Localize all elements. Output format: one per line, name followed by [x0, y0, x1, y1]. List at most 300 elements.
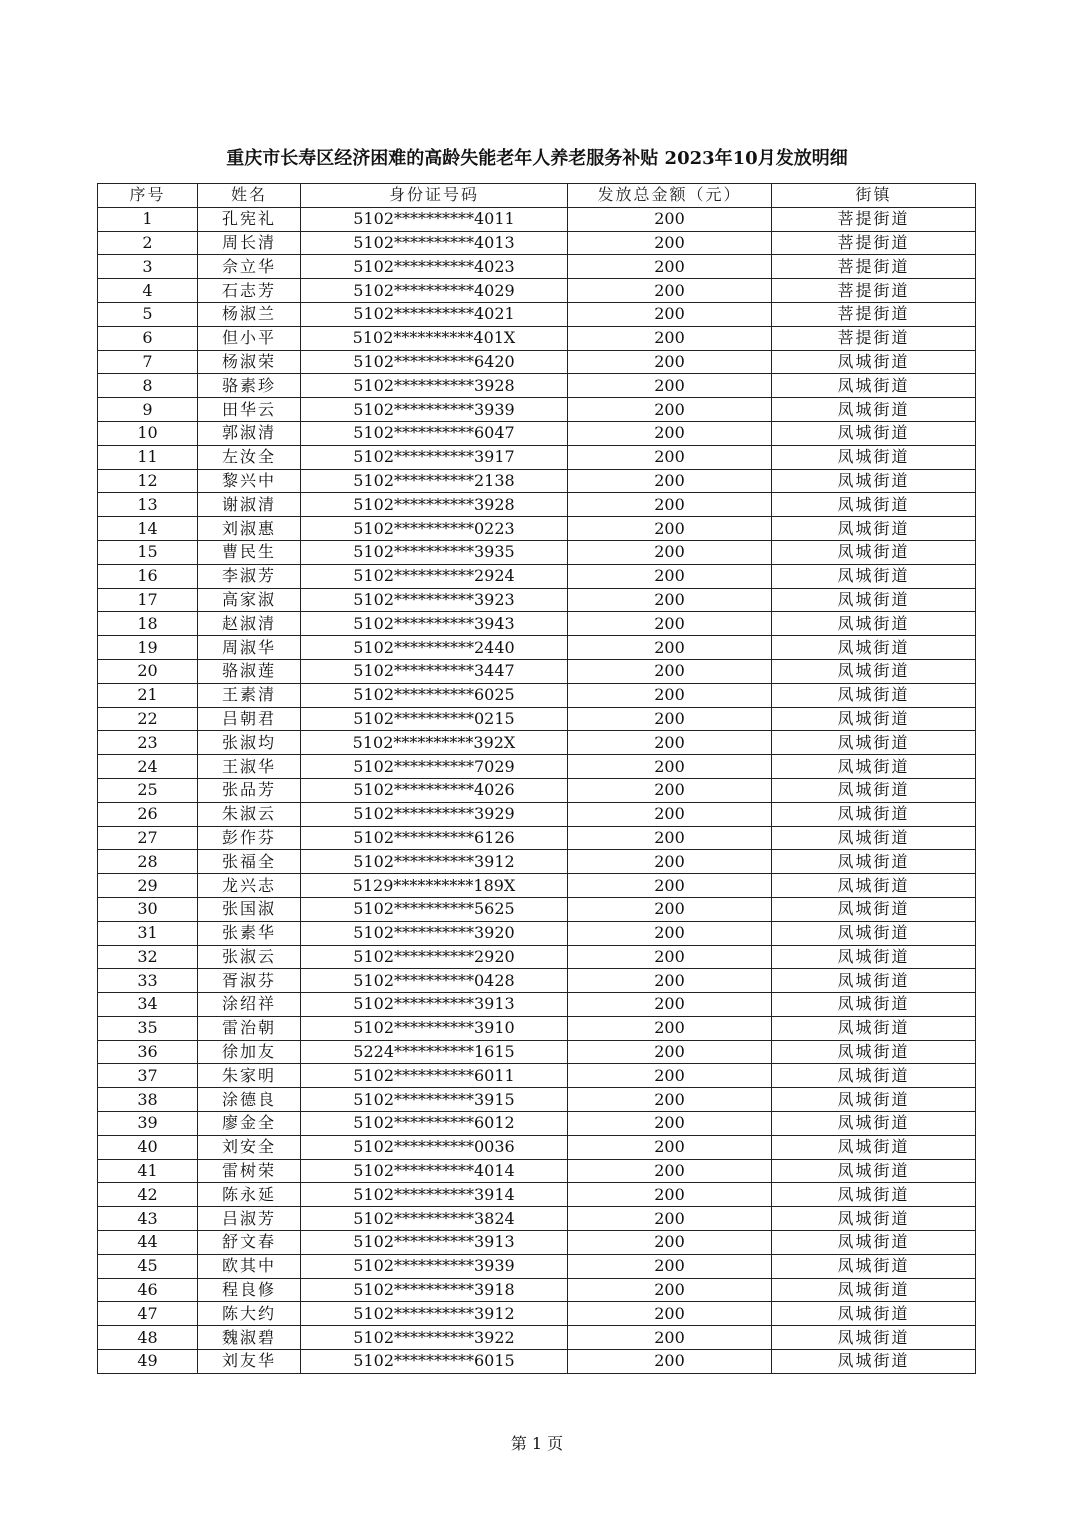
page-number: 第 1 页 [510, 1434, 564, 1453]
table-row [98, 445, 976, 469]
seq-cell: 44 [98, 1231, 198, 1255]
id-number-cell: 5102**********7029 [301, 755, 568, 779]
name-cell: 雷树荣 [198, 1159, 301, 1183]
id-number-cell: 5102**********3935 [301, 540, 568, 564]
street-cell: 菩提街道 [772, 231, 976, 255]
seq-cell: 33 [98, 969, 198, 993]
id-number-cell: 5102**********3939 [301, 398, 568, 422]
seq-cell: 41 [98, 1159, 198, 1183]
name-cell: 杨淑荣 [198, 350, 301, 374]
table-row [98, 517, 976, 541]
table-row [98, 969, 976, 993]
name-cell: 朱淑云 [198, 802, 301, 826]
table-row [98, 279, 976, 303]
id-number-cell: 5102**********3914 [301, 1183, 568, 1207]
street-cell: 菩提街道 [772, 302, 976, 326]
id-number-cell: 5102**********0428 [301, 969, 568, 993]
seq-cell: 19 [98, 636, 198, 660]
amount-cell: 200 [568, 469, 772, 493]
seq-cell: 17 [98, 588, 198, 612]
amount-cell: 200 [568, 945, 772, 969]
id-number-cell: 5102**********3913 [301, 1231, 568, 1255]
seq-cell: 10 [98, 421, 198, 445]
name-cell: 陈大约 [198, 1302, 301, 1326]
id-number-cell: 5102**********4026 [301, 778, 568, 802]
name-cell: 王淑华 [198, 755, 301, 779]
amount-cell: 200 [568, 231, 772, 255]
seq-cell: 42 [98, 1183, 198, 1207]
amount-cell: 200 [568, 1135, 772, 1159]
name-cell: 王素清 [198, 683, 301, 707]
name-cell: 左汝全 [198, 445, 301, 469]
table-row [98, 350, 976, 374]
seq-cell: 35 [98, 1016, 198, 1040]
seq-cell: 8 [98, 374, 198, 398]
table-row [98, 802, 976, 826]
amount-cell: 200 [568, 445, 772, 469]
street-cell: 凤城街道 [772, 1207, 976, 1231]
name-cell: 曹民生 [198, 540, 301, 564]
name-cell: 田华云 [198, 398, 301, 422]
seq-cell: 2 [98, 231, 198, 255]
table-row [98, 374, 976, 398]
name-cell: 刘淑惠 [198, 517, 301, 541]
name-cell: 涂绍祥 [198, 993, 301, 1017]
name-cell: 张淑云 [198, 945, 301, 969]
table-row [98, 636, 976, 660]
table-row [98, 755, 976, 779]
amount-cell: 200 [568, 1016, 772, 1040]
table-row [98, 469, 976, 493]
table-body [98, 207, 976, 1373]
table-row [98, 921, 976, 945]
id-number-cell: 5102**********2924 [301, 564, 568, 588]
seq-cell: 18 [98, 612, 198, 636]
id-number-cell: 5102**********6025 [301, 683, 568, 707]
id-number-cell: 5102**********3922 [301, 1326, 568, 1350]
table-row [98, 1254, 976, 1278]
amount-cell: 200 [568, 1207, 772, 1231]
id-number-cell: 5102**********0223 [301, 517, 568, 541]
street-cell: 凤城街道 [772, 1183, 976, 1207]
seq-cell: 16 [98, 564, 198, 588]
name-cell: 雷治朝 [198, 1016, 301, 1040]
header-id-number: 身份证号码 [301, 184, 568, 208]
id-number-cell: 5102**********3928 [301, 493, 568, 517]
id-number-cell: 5102**********3447 [301, 659, 568, 683]
name-cell: 但小平 [198, 326, 301, 350]
street-cell: 凤城街道 [772, 1326, 976, 1350]
seq-cell: 7 [98, 350, 198, 374]
seq-cell: 3 [98, 255, 198, 279]
id-number-cell: 5102**********3915 [301, 1088, 568, 1112]
table-row [98, 231, 976, 255]
seq-cell: 21 [98, 683, 198, 707]
amount-cell: 200 [568, 1088, 772, 1112]
amount-cell: 200 [568, 755, 772, 779]
table-row [98, 326, 976, 350]
id-number-cell: 5102**********4014 [301, 1159, 568, 1183]
name-cell: 张福全 [198, 850, 301, 874]
id-number-cell: 5102**********3910 [301, 1016, 568, 1040]
id-number-cell: 5224**********1615 [301, 1040, 568, 1064]
street-cell: 凤城街道 [772, 421, 976, 445]
seq-cell: 27 [98, 826, 198, 850]
street-cell: 凤城街道 [772, 1254, 976, 1278]
table-row [98, 993, 976, 1017]
table-row [98, 302, 976, 326]
amount-cell: 200 [568, 588, 772, 612]
name-cell: 彭作芬 [198, 826, 301, 850]
id-number-cell: 5102**********401X [301, 326, 568, 350]
seq-cell: 28 [98, 850, 198, 874]
table-row [98, 1302, 976, 1326]
street-cell: 凤城街道 [772, 1350, 976, 1374]
street-cell: 凤城街道 [772, 540, 976, 564]
header-amount: 发放总金额（元） [568, 184, 772, 208]
seq-cell: 4 [98, 279, 198, 303]
amount-cell: 200 [568, 707, 772, 731]
seq-cell: 31 [98, 921, 198, 945]
name-cell: 张素华 [198, 921, 301, 945]
amount-cell: 200 [568, 350, 772, 374]
amount-cell: 200 [568, 1302, 772, 1326]
amount-cell: 200 [568, 302, 772, 326]
id-number-cell: 5102**********3913 [301, 993, 568, 1017]
seq-cell: 6 [98, 326, 198, 350]
id-number-cell: 5102**********3824 [301, 1207, 568, 1231]
amount-cell: 200 [568, 1278, 772, 1302]
name-cell: 刘安全 [198, 1135, 301, 1159]
amount-cell: 200 [568, 1159, 772, 1183]
amount-cell: 200 [568, 1350, 772, 1374]
seq-cell: 22 [98, 707, 198, 731]
amount-cell: 200 [568, 279, 772, 303]
street-cell: 凤城街道 [772, 897, 976, 921]
table-row [98, 1231, 976, 1255]
table-row [98, 1088, 976, 1112]
street-cell: 凤城街道 [772, 993, 976, 1017]
table-row [98, 1278, 976, 1302]
amount-cell: 200 [568, 517, 772, 541]
name-cell: 孔宪礼 [198, 207, 301, 231]
table-row [98, 1112, 976, 1136]
street-cell: 凤城街道 [772, 445, 976, 469]
id-number-cell: 5102**********6420 [301, 350, 568, 374]
name-cell: 石志芳 [198, 279, 301, 303]
street-cell: 凤城街道 [772, 731, 976, 755]
id-number-cell: 5102**********4013 [301, 231, 568, 255]
id-number-cell: 5102**********392X [301, 731, 568, 755]
street-cell: 凤城街道 [772, 1159, 976, 1183]
seq-cell: 11 [98, 445, 198, 469]
table-row [98, 1350, 976, 1374]
street-cell: 凤城街道 [772, 755, 976, 779]
table-row [98, 1040, 976, 1064]
seq-cell: 14 [98, 517, 198, 541]
name-cell: 程良修 [198, 1278, 301, 1302]
amount-cell: 200 [568, 1326, 772, 1350]
header-name: 姓名 [198, 184, 301, 208]
amount-cell: 200 [568, 731, 772, 755]
name-cell: 李淑芳 [198, 564, 301, 588]
header-street: 街镇 [772, 184, 976, 208]
amount-cell: 200 [568, 612, 772, 636]
street-cell: 凤城街道 [772, 778, 976, 802]
amount-cell: 200 [568, 540, 772, 564]
table-row [98, 1135, 976, 1159]
seq-cell: 23 [98, 731, 198, 755]
seq-cell: 24 [98, 755, 198, 779]
street-cell: 凤城街道 [772, 850, 976, 874]
id-number-cell: 5102**********2138 [301, 469, 568, 493]
amount-cell: 200 [568, 1112, 772, 1136]
name-cell: 张国淑 [198, 897, 301, 921]
street-cell: 凤城街道 [772, 1135, 976, 1159]
street-cell: 凤城街道 [772, 659, 976, 683]
table-row [98, 588, 976, 612]
id-number-cell: 5102**********4023 [301, 255, 568, 279]
street-cell: 凤城街道 [772, 802, 976, 826]
id-number-cell: 5102**********3943 [301, 612, 568, 636]
id-number-cell: 5102**********3928 [301, 374, 568, 398]
name-cell: 刘友华 [198, 1350, 301, 1374]
table-row [98, 659, 976, 683]
id-number-cell: 5102**********3939 [301, 1254, 568, 1278]
name-cell: 舒文春 [198, 1231, 301, 1255]
amount-cell: 200 [568, 850, 772, 874]
seq-cell: 47 [98, 1302, 198, 1326]
name-cell: 周淑华 [198, 636, 301, 660]
street-cell: 凤城街道 [772, 564, 976, 588]
id-number-cell: 5102**********6047 [301, 421, 568, 445]
street-cell: 凤城街道 [772, 517, 976, 541]
id-number-cell: 5102**********6126 [301, 826, 568, 850]
amount-cell: 200 [568, 1064, 772, 1088]
table-row [98, 778, 976, 802]
name-cell: 张品芳 [198, 778, 301, 802]
seq-cell: 38 [98, 1088, 198, 1112]
seq-cell: 20 [98, 659, 198, 683]
name-cell: 郭淑清 [198, 421, 301, 445]
amount-cell: 200 [568, 1040, 772, 1064]
name-cell: 涂德良 [198, 1088, 301, 1112]
id-number-cell: 5102**********6011 [301, 1064, 568, 1088]
amount-cell: 200 [568, 1254, 772, 1278]
seq-cell: 34 [98, 993, 198, 1017]
seq-cell: 45 [98, 1254, 198, 1278]
id-number-cell: 5102**********3923 [301, 588, 568, 612]
street-cell: 凤城街道 [772, 969, 976, 993]
seq-cell: 15 [98, 540, 198, 564]
seq-cell: 32 [98, 945, 198, 969]
street-cell: 凤城街道 [772, 374, 976, 398]
table-row [98, 421, 976, 445]
seq-cell: 12 [98, 469, 198, 493]
name-cell: 高家淑 [198, 588, 301, 612]
amount-cell: 200 [568, 207, 772, 231]
street-cell: 凤城街道 [772, 1088, 976, 1112]
street-cell: 凤城街道 [772, 707, 976, 731]
seq-cell: 25 [98, 778, 198, 802]
amount-cell: 200 [568, 326, 772, 350]
table-row [98, 1064, 976, 1088]
street-cell: 凤城街道 [772, 683, 976, 707]
table-row [98, 1016, 976, 1040]
seq-cell: 30 [98, 897, 198, 921]
amount-cell: 200 [568, 778, 772, 802]
id-number-cell: 5102**********2440 [301, 636, 568, 660]
amount-cell: 200 [568, 659, 772, 683]
street-cell: 菩提街道 [772, 326, 976, 350]
name-cell: 陈永延 [198, 1183, 301, 1207]
table-row [98, 207, 976, 231]
table-row [98, 540, 976, 564]
name-cell: 魏淑碧 [198, 1326, 301, 1350]
amount-cell: 200 [568, 374, 772, 398]
name-cell: 廖金全 [198, 1112, 301, 1136]
street-cell: 凤城街道 [772, 1231, 976, 1255]
name-cell: 吕淑芳 [198, 1207, 301, 1231]
amount-cell: 200 [568, 1231, 772, 1255]
subsidy-table [97, 183, 976, 1374]
amount-cell: 200 [568, 969, 772, 993]
id-number-cell: 5102**********3912 [301, 850, 568, 874]
amount-cell: 200 [568, 421, 772, 445]
table-row [98, 493, 976, 517]
seq-cell: 49 [98, 1350, 198, 1374]
name-cell: 龙兴志 [198, 874, 301, 898]
seq-cell: 36 [98, 1040, 198, 1064]
street-cell: 菩提街道 [772, 207, 976, 231]
name-cell: 骆淑莲 [198, 659, 301, 683]
table-row [98, 731, 976, 755]
seq-cell: 1 [98, 207, 198, 231]
name-cell: 骆素珍 [198, 374, 301, 398]
id-number-cell: 5102**********3920 [301, 921, 568, 945]
table-row [98, 683, 976, 707]
amount-cell: 200 [568, 493, 772, 517]
id-number-cell: 5102**********2920 [301, 945, 568, 969]
table-row [98, 564, 976, 588]
table-row [98, 874, 976, 898]
amount-cell: 200 [568, 826, 772, 850]
name-cell: 张淑均 [198, 731, 301, 755]
street-cell: 凤城街道 [772, 493, 976, 517]
table-row [98, 1326, 976, 1350]
seq-cell: 26 [98, 802, 198, 826]
amount-cell: 200 [568, 874, 772, 898]
header-seq: 序号 [98, 184, 198, 208]
street-cell: 凤城街道 [772, 612, 976, 636]
seq-cell: 5 [98, 302, 198, 326]
name-cell: 周长清 [198, 231, 301, 255]
id-number-cell: 5102**********3917 [301, 445, 568, 469]
street-cell: 菩提街道 [772, 255, 976, 279]
amount-cell: 200 [568, 897, 772, 921]
page-title: 重庆市长寿区经济困难的高龄失能老年人养老服务补贴 2023年10月发放明细 [226, 148, 848, 169]
amount-cell: 200 [568, 993, 772, 1017]
id-number-cell: 5102**********0036 [301, 1135, 568, 1159]
amount-cell: 200 [568, 683, 772, 707]
id-number-cell: 5102**********3929 [301, 802, 568, 826]
id-number-cell: 5102**********4029 [301, 279, 568, 303]
table-row [98, 826, 976, 850]
street-cell: 凤城街道 [772, 1064, 976, 1088]
name-cell: 佘立华 [198, 255, 301, 279]
amount-cell: 200 [568, 802, 772, 826]
table-row [98, 398, 976, 422]
id-number-cell: 5102**********5625 [301, 897, 568, 921]
name-cell: 朱家明 [198, 1064, 301, 1088]
name-cell: 杨淑兰 [198, 302, 301, 326]
table-row [98, 707, 976, 731]
street-cell: 菩提街道 [772, 279, 976, 303]
table-row [98, 1183, 976, 1207]
id-number-cell: 5102**********4021 [301, 302, 568, 326]
table-row [98, 1159, 976, 1183]
seq-cell: 29 [98, 874, 198, 898]
street-cell: 凤城街道 [772, 1302, 976, 1326]
id-number-cell: 5129**********189X [301, 874, 568, 898]
table-header-row [98, 184, 976, 208]
seq-cell: 40 [98, 1135, 198, 1159]
street-cell: 凤城街道 [772, 398, 976, 422]
table-row [98, 255, 976, 279]
id-number-cell: 5102**********3912 [301, 1302, 568, 1326]
seq-cell: 37 [98, 1064, 198, 1088]
name-cell: 赵淑清 [198, 612, 301, 636]
name-cell: 吕朝君 [198, 707, 301, 731]
seq-cell: 43 [98, 1207, 198, 1231]
name-cell: 谢淑清 [198, 493, 301, 517]
street-cell: 凤城街道 [772, 945, 976, 969]
seq-cell: 48 [98, 1326, 198, 1350]
table-row [98, 612, 976, 636]
table-row [98, 897, 976, 921]
id-number-cell: 5102**********0215 [301, 707, 568, 731]
street-cell: 凤城街道 [772, 826, 976, 850]
seq-cell: 39 [98, 1112, 198, 1136]
id-number-cell: 5102**********6015 [301, 1350, 568, 1374]
amount-cell: 200 [568, 636, 772, 660]
id-number-cell: 5102**********6012 [301, 1112, 568, 1136]
id-number-cell: 5102**********3918 [301, 1278, 568, 1302]
street-cell: 凤城街道 [772, 469, 976, 493]
street-cell: 凤城街道 [772, 350, 976, 374]
name-cell: 欧其中 [198, 1254, 301, 1278]
street-cell: 凤城街道 [772, 1278, 976, 1302]
seq-cell: 9 [98, 398, 198, 422]
amount-cell: 200 [568, 1183, 772, 1207]
street-cell: 凤城街道 [772, 874, 976, 898]
seq-cell: 13 [98, 493, 198, 517]
table-row [98, 850, 976, 874]
seq-cell: 46 [98, 1278, 198, 1302]
amount-cell: 200 [568, 564, 772, 588]
table-row [98, 945, 976, 969]
amount-cell: 200 [568, 255, 772, 279]
table-row [98, 1207, 976, 1231]
street-cell: 凤城街道 [772, 1040, 976, 1064]
street-cell: 凤城街道 [772, 636, 976, 660]
name-cell: 胥淑芬 [198, 969, 301, 993]
street-cell: 凤城街道 [772, 1016, 976, 1040]
street-cell: 凤城街道 [772, 921, 976, 945]
amount-cell: 200 [568, 921, 772, 945]
name-cell: 徐加友 [198, 1040, 301, 1064]
name-cell: 黎兴中 [198, 469, 301, 493]
